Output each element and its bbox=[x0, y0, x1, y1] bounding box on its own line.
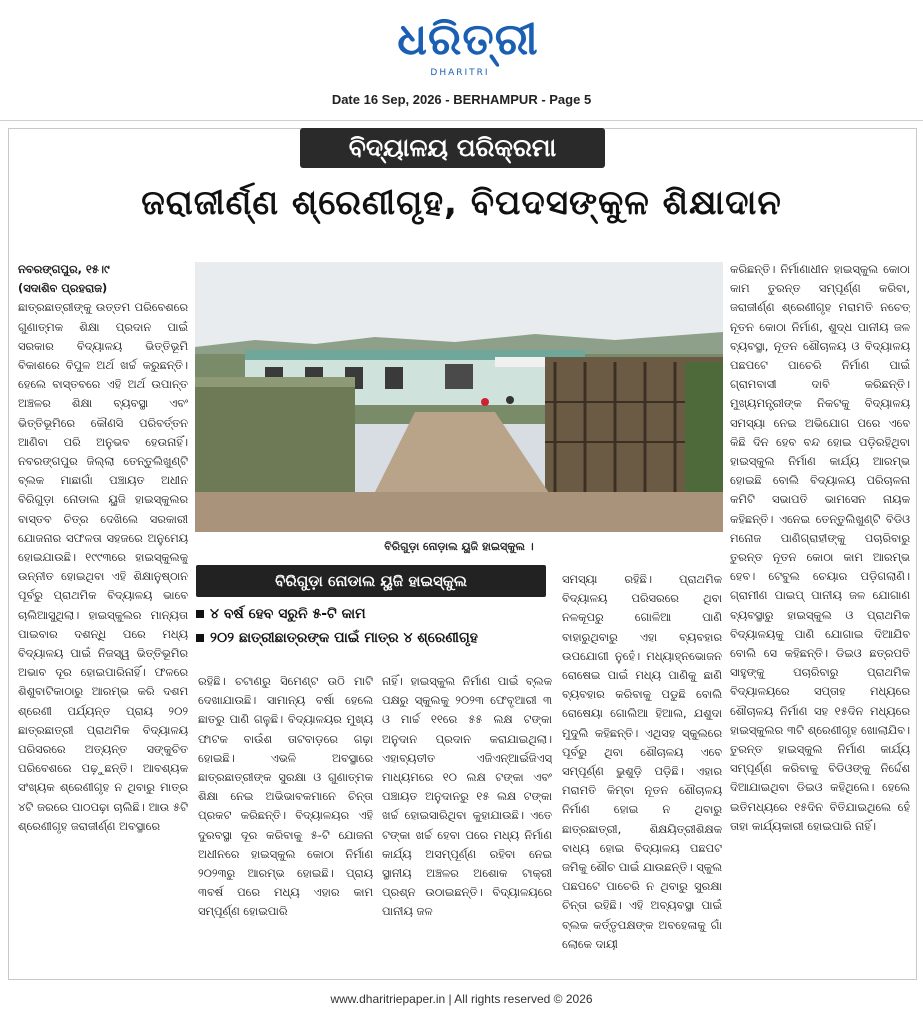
column-4-text: କରିଛନ୍ତି। ନିର୍ମାଣାଧୀନ ହାଇସ୍କୁଲ କୋଠା କାମ ତୁରନ୍ତ ସମ୍ପୂର୍ଣ୍ଣ କରିବା, ଜରାଜୀର୍ଣ୍ଣ ଶ୍ରେଣୀଗୃହ ମରାମତି ନଚେତ୍ ନୂତନ କୋଠା ନିର୍ମାଣ, ଶୁଦ୍ଧ ପାନୀୟ ଜଳ ବ୍ୟବସ୍ଥା, ନୂତନ ଶୌଚାଳୟ ଓ ବିଦ୍ୟାଳୟ ପଛପଟେ ପାଚେରି ନିର୍ମାଣ ପାଇଁ ଗ୍ରାମବାସୀ ଦାବି କରିଛନ୍ତି। ମୁଖ୍ୟମନ୍ତ୍ରୀଙ୍କ ନିକଟକୁ ବିଦ୍ୟାଳୟ ସମସ୍ୟା ନେଇ ଅଭିଯୋଗ ପରେ ଏବେ କିଛି ଦିନ ହେବ ବନ୍ଦ ହୋଇ ପଡ଼ିରହିଥିବା ହାଇସ୍କୁଲ ନିର୍ମାଣ କାର୍ଯ୍ୟ ଆରମ୍ଭ ହୋଇଛି ବୋଲି ବିଦ୍ୟାଳୟ ପରିଚାଳନା କମିଟି ସଭାପତି ଭାମସେନ ନାୟକ କହିଛନ୍ତି। ଏନେଇ ତେନ୍ତୁଲିଖୁଣ୍ଟି ବିଡିଓ ମନୋଜ ପାଣିଗ୍ରାହୀଙ୍କୁ ପଚାରିବାରୁ ତୁରନ୍ତ ନୂତନ କୋଠା କାମ ଆରମ୍ଭ ହେବ। ଟେବୁଲ ଚେୟାର ପଡ଼ିଗଲାଣି। ଗ୍ରାମୀଣ ପାଇପ୍ ପାନୀୟ ଜଳ ଯୋଗାଣ ବ୍ୟବସ୍ଥାରୁ ହାଇସ୍କୁଲ ଓ ପ୍ରାଥମିକ ବିଦ୍ୟାଳୟକୁ ପାଣି ଯୋଗାଇ ଦିଆଯିବ ବୋଲି ସେ କହିଛନ୍ତି। ଡିଇଓ ଛତ୍ରପତି ସାହୁଙ୍କୁ ପଚାରିବାରୁ ପ୍ରାଥମିକ ବିଦ୍ୟାଳୟରେ ସପ୍ତାହ ମଧ୍ୟରେ ଶୌଚାଳୟ ନିର୍ମାଣ ସହ ୧୫ଦିନ ମଧ୍ୟରେ ହାଇସ୍କୁଲର ୩ଟି ଶ୍ରେଣୀଗୃହ ଖୋଲାଯିବ। ତୁରନ୍ତ ହାଇସ୍କୁଲ ନିର୍ମାଣ କାର୍ଯ୍ୟ ସମ୍ପୂର୍ଣ୍ଣ କରିବାକୁ ବିଡିଓଙ୍କୁ ନିର୍ଦ୍ଦେଶ ଦିଆଯାଇଥିବା ଡିଇଓ କହିଥିଲେ। ହେଲେ ଇତିମଧ୍ୟରେ ୧୫ଦିନ ବିତିଯାଇଥିଲେ ହେଁ ତାହା କାର୍ଯ୍ୟକାରୀ ହୋଇପାରି ନାହିଁ। bbox=[730, 262, 910, 833]
column-2-text: ରହିଛି। ଚଟାଣରୁ ସିମେଣ୍ଟ ଉଠି ମାଟି ଦେଖାଯାଉଛି। ସାମାନ୍ୟ ବର୍ଷା ହେଲେ ଛାତରୁ ପାଣି ଗଳୁଛି। ବିଦ୍ୟାଳୟର ମୁଖ୍ୟ ଫାଟକ ବାଉଁଶ ତାଟବାଡ଼ରେ ଗଢ଼ା ହୋଇଛି। ଏଭଳି ଅବସ୍ଥାରେ ଛାତ୍ରଛାତ୍ରୀଙ୍କ ସୁରକ୍ଷା ଓ ଗୁଣାତ୍ମକ ଶିକ୍ଷା ନେଇ ଅଭିଭାବକମାନେ ଚିନ୍ତା ପ୍ରକଟ କରିଛନ୍ତି। ବିଦ୍ୟାଳୟର ଏହି ଦୁରବସ୍ଥା ଦୂର କରିବାକୁ ୫-ଟି ଯୋଜନା ଅଧୀନରେ ହାଇସ୍କୁଲ କୋଠା ନିର୍ମାଣ ୨୦୨୩ରୁ ଆରମ୍ଭ ହୋଇଛି। ପ୍ରାୟ ୩ବର୍ଷ ପରେ ମଧ୍ୟ ଏହାର କାମ ସମ୍ପୂର୍ଣ୍ଣ ହୋଇପାରି bbox=[198, 674, 373, 919]
logo-subtext: DHARITRI bbox=[430, 68, 490, 78]
column-3b-text: ସମସ୍ୟା ରହିଛି। ପ୍ରାଥମିକ ବିଦ୍ୟାଳୟ ପରିସରରେ ଥିବା ନଳକୂପରୁ ଗୋଳିଆ ପାଣି ବାହାରୁଥିବାରୁ ଏହା ବ୍ୟବହାର ଉପଯୋଗୀ ନୁହେଁ। ମଧ୍ୟାହ୍ନଭୋଜନ ରୋଷେଇ ପାଇଁ ମଧ୍ୟ ପାଣିକୁ ଛାଣି ବ୍ୟବହାର କରିବାକୁ ପଡୁଛି ବୋଲି ରୋଷେୟା ଗୋଲିଆ ହିଆଲ, ଯଶୁଦା ମୁଦୁଲି କହିଛନ୍ତି। ଏଥିସହ ସ୍କୁଲରେ ପୂର୍ବରୁ ଥିବା ଶୌଚାଳୟ ଏବେ ସମ୍ପୂର୍ଣ୍ଣ ଭୁଶୁଡ଼ି ପଡ଼ିଛି। ଏହାର ମରାମତି କିମ୍ବା ନୂତନ ଶୌଚାଳୟ ନିର୍ମାଣ ହୋଇ ନ ଥିବାରୁ ଛାତ୍ରଛାତ୍ରୀ, ଶିକ୍ଷୟିତ୍ରୀଶିକ୍ଷକ ବାଧ୍ୟ ହୋଇ ବିଦ୍ୟାଳୟ ପଛପଟ ଜମିକୁ ଶୌଚ ପାଇଁ ଯାଉଛନ୍ତି। ସ୍କୁଲ ପଛପଟେ ପାଚେରି ନ ଥିବାରୁ ସୁରକ୍ଷା ଚିନ୍ତା ରହିଛି। ଏହି ଅବ୍ୟବସ୍ଥା ପାଇଁ ବ୍ଲକ କର୍ତ୍ତୃପକ୍ଷଙ୍କ ଅବହେଳାକୁ ଗାଁ ଲୋକେ ଦାୟୀ bbox=[562, 572, 722, 951]
column-3-text: ନାହିଁ। ହାଇସ୍କୁଲ ନିର୍ମାଣ ପାଇଁ ବ୍ଲକ ପକ୍ଷରୁ ସ୍କୁଲକୁ ୨୦୨୩ ଫେବୃଆରୀ ୩ ଓ ମାର୍ଚ୍ଚ ୧୧ରେ ୫୫ ଲକ୍ଷ ଟଙ୍କା ଅନୁଦାନ ପ୍ରଦାନ କରାଯାଇଥିଲା। ଏହାବ୍ୟତୀତ ଏଜିଏନ୍ଆର୍ଇଜିଏସ୍ ମାଧ୍ୟମରେ ୧୦ ଲକ୍ଷ ଟଙ୍କା ଏବଂ ପଞ୍ଚାୟତ ଅନୁଦାନରୁ ୧୫ ଲକ୍ଷ ଟଙ୍କା ଖର୍ଚ୍ଚ ହୋଇସାରିଥିବା କୁହାଯାଉଛି। ଏତେ ଟଙ୍କା ଖର୍ଚ୍ଚ ହେବା ପରେ ମଧ୍ୟ ନିର୍ମାଣ କାର୍ଯ୍ୟ ଅସମ୍ପୂର୍ଣ୍ଣ ରହିବା ନେଇ ସ୍ଥାନୀୟ ଅଞ୍ଚଳର ଅଶୋକ ଟାକ୍ରୀ ପ୍ରଶ୍ନ ଉଠାଇଛନ୍ତି। ବିଦ୍ୟାଳୟରେ ପାନୀୟ ଜଳ bbox=[382, 674, 552, 919]
article-column-2 bbox=[198, 672, 373, 972]
highlight-bullet bbox=[196, 626, 546, 650]
article-column-3 bbox=[382, 672, 552, 972]
article-column-3b bbox=[562, 570, 722, 970]
highlight-bullets bbox=[196, 602, 546, 650]
school-photo bbox=[195, 262, 723, 532]
logo-wordmark: ଧରିତ୍ରୀ bbox=[397, 14, 539, 65]
dharitri-logo bbox=[383, 14, 553, 74]
article-column-4 bbox=[730, 260, 910, 972]
page-footer: www.dharitriepaper.in | All rights reserved © 2026 bbox=[330, 992, 593, 1006]
masthead bbox=[0, 0, 923, 118]
byline-place: ନବରଙ୍ଗପୁର, ୧୫।୯ bbox=[18, 262, 110, 276]
bullet-square-icon bbox=[196, 610, 204, 618]
sub-headline-box: ବିରିଗୁଡ଼ା ନୋଡାଲ ୟୁଜି ହାଇସ୍କୁଲ bbox=[196, 565, 546, 597]
section-kicker: ବିଦ୍ୟାଳୟ ପରିକ୍ରମା bbox=[300, 128, 605, 168]
article-headline: ଜରାଜୀର୍ଣ୍ଣ ଶ୍ରେଣୀଗୃହ, ବିପଦସଙ୍କୁଳ ଶିକ୍ଷାଦାନ bbox=[141, 183, 782, 223]
byline-author: (ସଦାଶିବ ପ୍ରହରାଜ) bbox=[18, 281, 108, 296]
column-1-text: ଛାତ୍ରଛାତ୍ରୀଙ୍କୁ ଉତ୍ତମ ପରିବେଶରେ ଗୁଣାତ୍ମକ ଶିକ୍ଷା ପ୍ରଦାନ ପାଇଁ ସରକାର ବିଦ୍ୟାଳୟ ଭିତ୍ତିଭୂମି ବିକାଶରେ ବିପୁଳ ଅର୍ଥ ଖର୍ଚ୍ଚ କରୁଛନ୍ତି। ହେଲେ ବାସ୍ତବରେ ଏହି ଅର୍ଥ ଉପାନ୍ତ ଅଞ୍ଚଳର ଶିକ୍ଷା ବ୍ୟବସ୍ଥା ଏବଂ ଭିତ୍ତିଭୂମିରେ କୌଣସି ପରିବର୍ତ୍ତନ ଆଣିବା ପରି ଅନୁଭବ ହେଉନାହିଁ। ନବରଙ୍ଗପୁର ଜିଲ୍ଲା ତେନ୍ତୁଲିଖୁଣ୍ଟି ବ୍ଲକ ମାଛାଗାଁ ପଞ୍ଚାୟତ ଅଧୀନ ବିରିଗୁଡ଼ା ନୋଡାଲ ୟୁଜି ହାଇସ୍କୁଲର ବାସ୍ତବ ଚିତ୍ର ଦେଖିଲେ ସରକାରୀ ଯୋଜନାର ସଫଳତା ସହଜରେ ଅନୁମେୟ ହୋଇଯାଉଛି। ୧୯୯୩ରେ ହାଇସ୍କୁଲକୁ ଉନ୍ନୀତ ହୋଇଥିବା ଏହି ଶିକ୍ଷାନୁଷ୍ଠାନ ପୂର୍ବରୁ ପ୍ରାଥମିକ ବିଦ୍ୟାଳୟ ଭାବେ ଚାଲିଆସୁଥିଲା। ହାଇସ୍କୁଲର ମାନ୍ୟତା ପାଇବାର ଦଶନ୍ଧି ପରେ ମଧ୍ୟ ବିଦ୍ୟାଳୟ ପାଇଁ ନିଜସ୍ୱ ଭିତ୍ତିଭୂମିର ଅଭାବ ଦୂର ହୋଇପାରିନାହିଁ। ଫଳରେ ଶିଶୁବାଟିକାଠାରୁ ଆରମ୍ଭ କରି ଦଶମ ଶ୍ରେଣୀ ପର୍ଯ୍ୟନ୍ତ ପ୍ରାୟ ୨୦୨ ଛାତ୍ରଛାତ୍ରୀ ପ୍ରାଥମିକ ବିଦ୍ୟାଳୟ ପରିସରରେ ଅତ୍ୟନ୍ତ ସଙ୍କୁଚିତ ପରିବେଶରେ ପଢ଼ୁଛନ୍ତି। ଆବଶ୍ୟକ ସଂଖ୍ୟକ ଶ୍ରେଣୀଗୃହ ନ ଥିବାରୁ ମାତ୍ର ୪ଟି ଜରରେ ପାଠପଢ଼ା ଚାଲିଛି। ଆଉ ୫ଟି ଶ୍ରେଣୀଗୃହ ଜରାଜୀର୍ଣ୍ଣ ଅବସ୍ଥାରେ bbox=[18, 300, 188, 833]
edition-dateline: Date 16 Sep, 2026 - BERHAMPUR - Page 5 bbox=[331, 92, 592, 107]
bullet-text: ୨୦୨ ଛାତ୍ରୀଛାତ୍ରଙ୍କ ପାଇଁ ମାତ୍ର ୪ ଶ୍ରେଣୀଗୃହ bbox=[210, 630, 478, 646]
masthead-divider bbox=[0, 120, 923, 121]
bullet-text: ୪ ବର୍ଷ ହେବ ସରୁନି ୫-ଟି କାମ bbox=[210, 606, 366, 622]
highlight-bullet bbox=[196, 602, 546, 626]
article-column-1 bbox=[18, 260, 188, 972]
photo-caption: ବିରିଗୁଡ଼ା ନୋଡ଼ାଲ ୟୁଜି ହାଇସ୍କୁଲ । bbox=[384, 540, 534, 553]
bullet-square-icon bbox=[196, 634, 204, 642]
